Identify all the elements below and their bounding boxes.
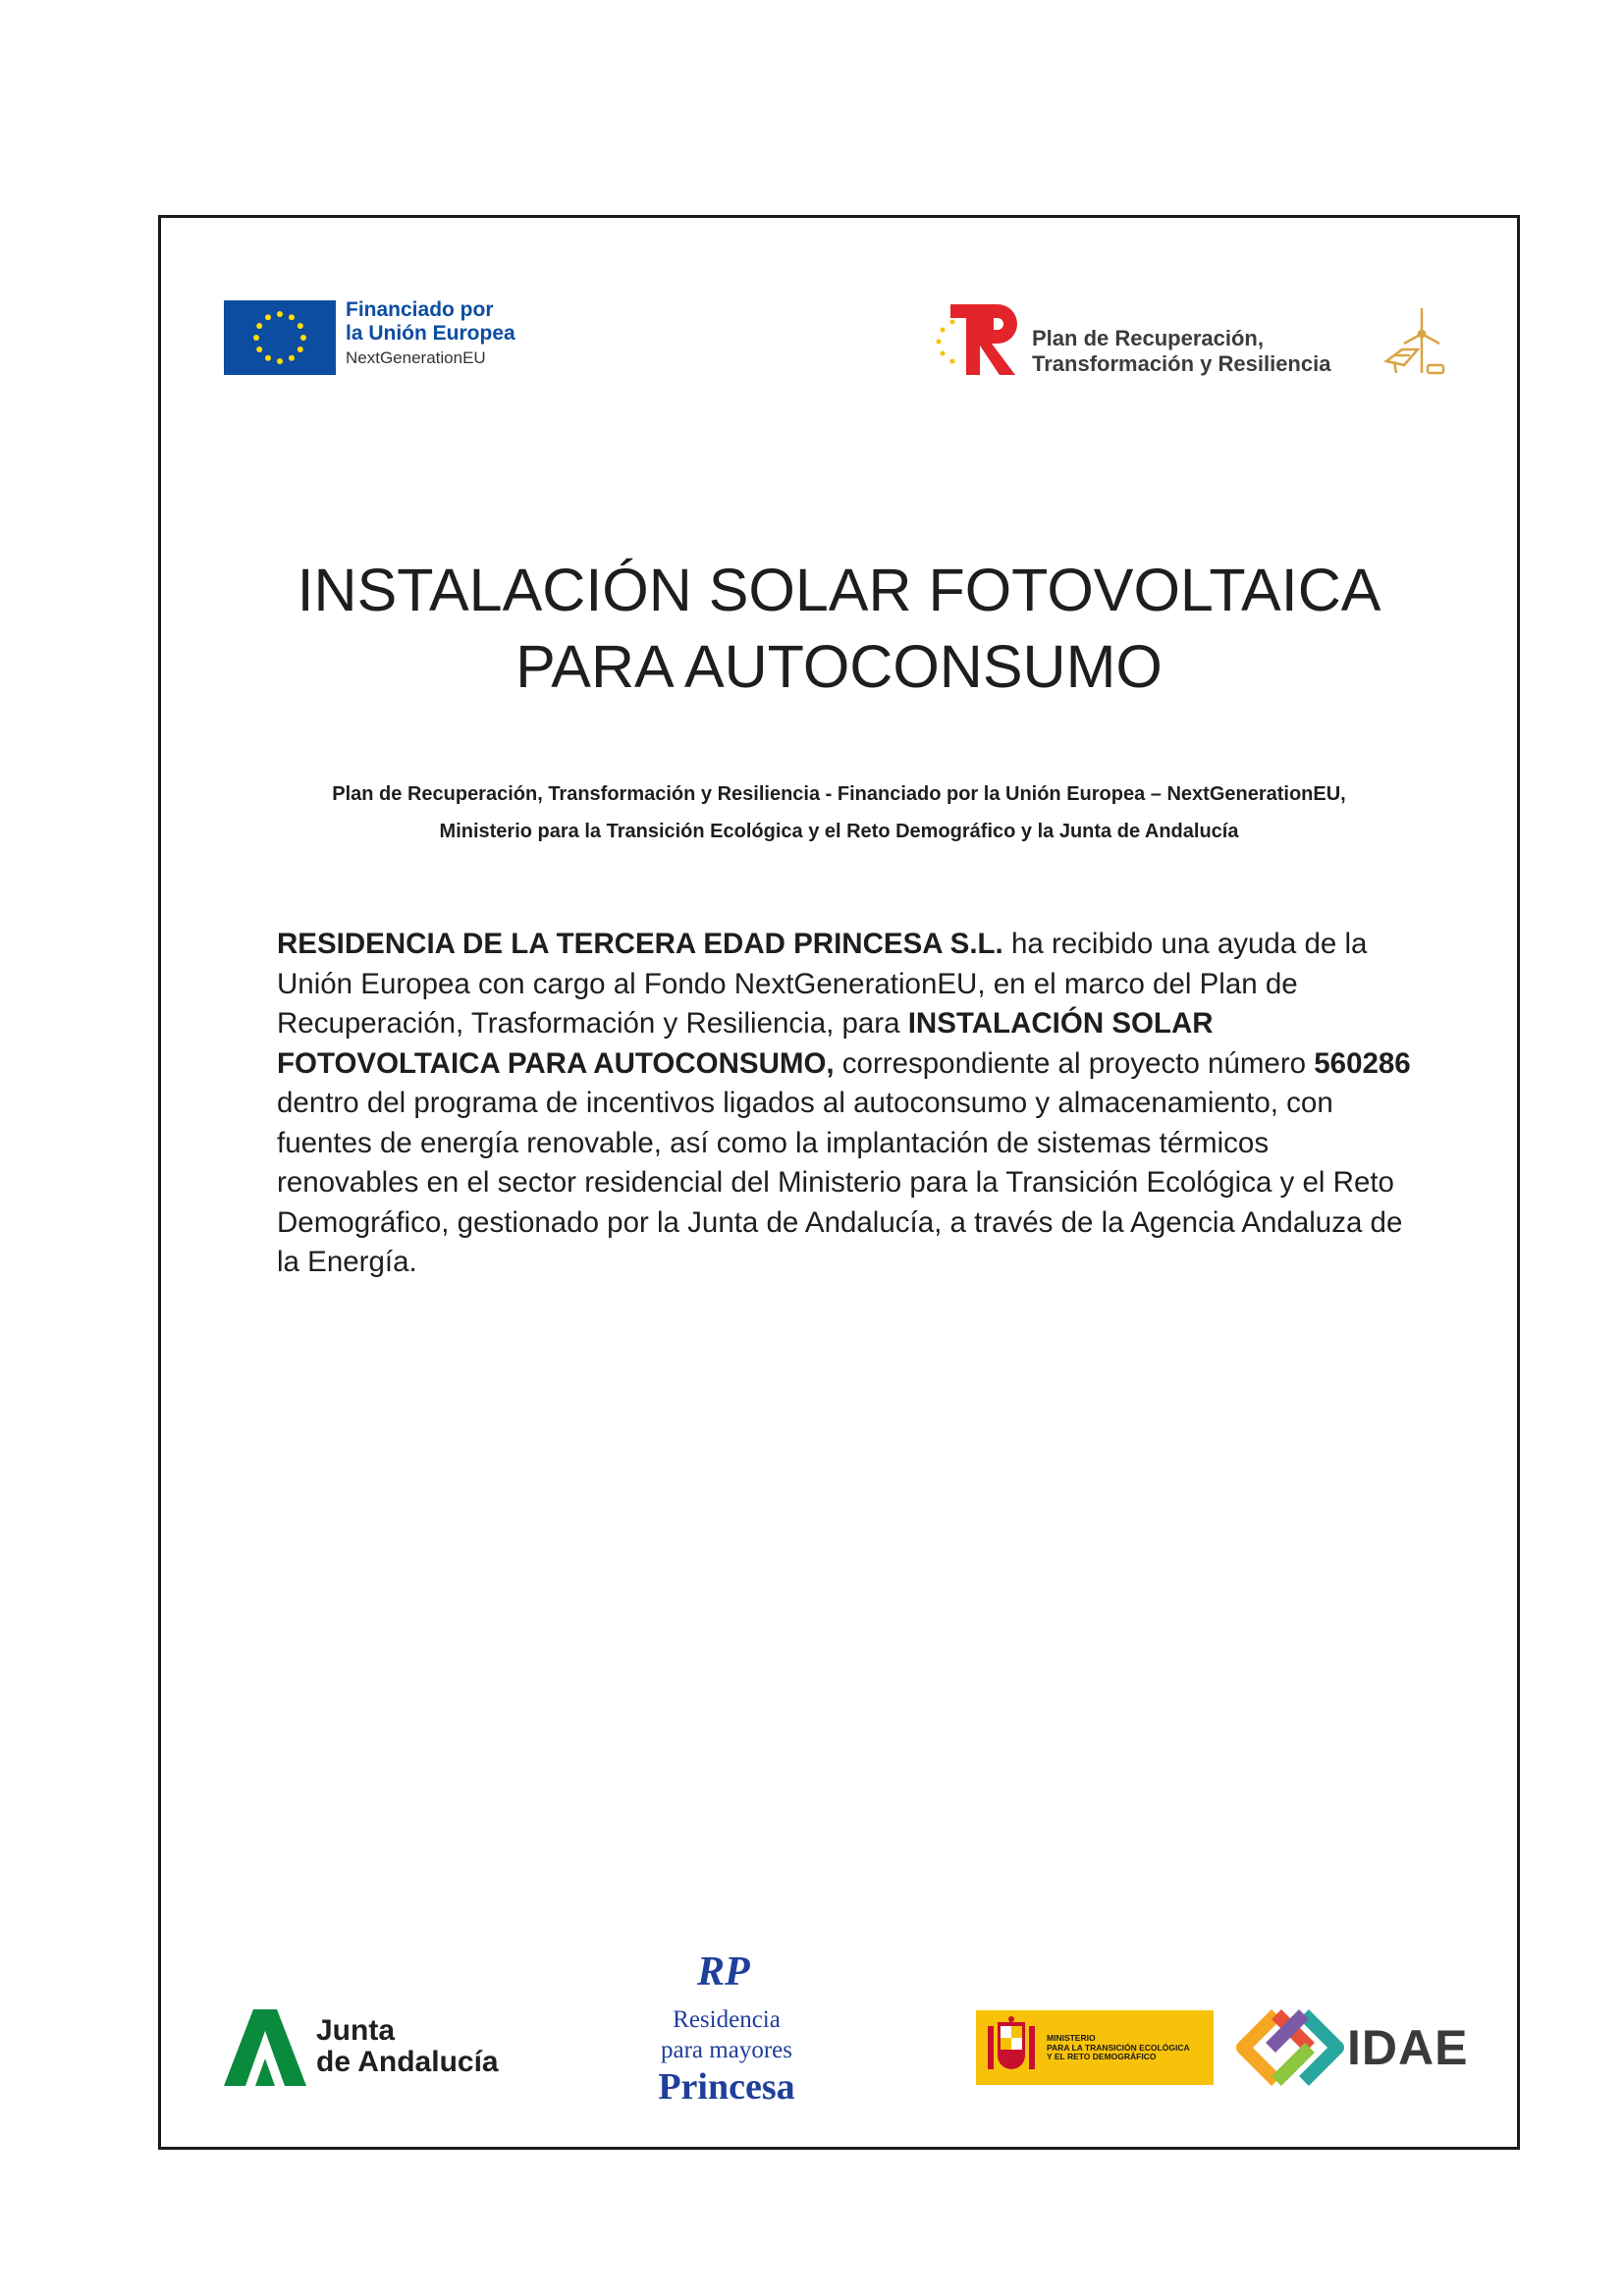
title-line2: PARA AUTOCONSUMO <box>515 633 1163 700</box>
spain-coat-of-arms-icon <box>984 2016 1039 2079</box>
subtitle-line2: Ministerio para la Transición Ecológica y el Reto Demográfico y la Junta de Andalucía <box>439 821 1239 842</box>
body-text-2: correspondiente al proyecto número <box>834 1046 1315 1080</box>
company-name: RESIDENCIA DE LA TERCERA EDAD PRINCESA S.L. <box>277 928 1003 960</box>
prtr-logo <box>931 300 1471 389</box>
body-text-3: dentro del programa de incentivos ligados al autoconsumo y almacenamiento, con fuentes de energía renovable, así como la implantación de sistemas térmicos renovables en el sector residencial del Ministerio para la Transición Ecológica y el Reto Demográfico, gestionado por la Junta de Andalucía, a través de la Agencia Andaluza de la Energía. <box>277 1087 1403 1278</box>
prtr-logo-line2: Transformación y Resiliencia <box>1032 351 1331 376</box>
project-title: INSTALACIÓN SOLAR FOTOVOLTAICA PARA AUTOCONSUMO, <box>277 1007 1214 1080</box>
funding-subtitle <box>158 775 1520 850</box>
body-paragraph <box>277 925 1416 1283</box>
idae-knot-icon <box>1235 2006 1345 2089</box>
title-line1: INSTALACIÓN SOLAR FOTOVOLTAICA <box>297 557 1381 623</box>
prtr-tr-icon <box>931 300 1025 379</box>
eu-funding-logo <box>224 300 558 379</box>
princesa-line1: Residencia <box>673 2006 781 2033</box>
junta-a-icon <box>224 2007 306 2088</box>
rp-monogram-icon <box>691 1942 762 1997</box>
residencia-princesa-logo <box>628 1942 825 2118</box>
ministerio-logo <box>976 2010 1214 2085</box>
junta-andalucia-logo <box>224 2007 538 2096</box>
junta-line2: de Andalucía <box>316 2046 499 2078</box>
rp-initials: RP <box>697 1949 750 1995</box>
eu-logo-line1: Financiado por <box>346 298 494 321</box>
subtitle-line1: Plan de Recuperación, Transformación y Resiliencia - Financiado por la Unión Europea – NextGenerationEU, <box>332 783 1346 805</box>
princesa-line3: Princesa <box>658 2066 795 2108</box>
eu-logo-line2: la Unión Europea <box>346 322 515 345</box>
page-title <box>158 552 1520 705</box>
princesa-line2: para mayores <box>661 2037 792 2063</box>
eu-flag-icon <box>224 300 336 375</box>
body-text-1: ha recibido una ayuda de la Unión Europea con cargo al Fondo NextGenerationEU, en el marco del Plan de Recuperación, Trasformación y Resiliencia, para <box>277 928 1368 1040</box>
idae-logo <box>1235 2006 1471 2089</box>
idae-text: IDAE <box>1347 2020 1469 2075</box>
ministerio-line2: PARA LA TRANSICIÓN ECOLÓGICA <box>1047 2042 1190 2053</box>
project-number: 560286 <box>1314 1046 1411 1080</box>
prtr-logo-line1: Plan de Recuperación, <box>1032 326 1264 350</box>
wind-solar-icon <box>1382 304 1445 379</box>
junta-line1: Junta <box>316 2014 396 2047</box>
eu-logo-line3: NextGenerationEU <box>346 348 486 367</box>
ministerio-line3: Y EL RETO DEMOGRÁFICO <box>1047 2052 1157 2061</box>
ministerio-line1: MINISTERIO <box>1047 2033 1096 2043</box>
